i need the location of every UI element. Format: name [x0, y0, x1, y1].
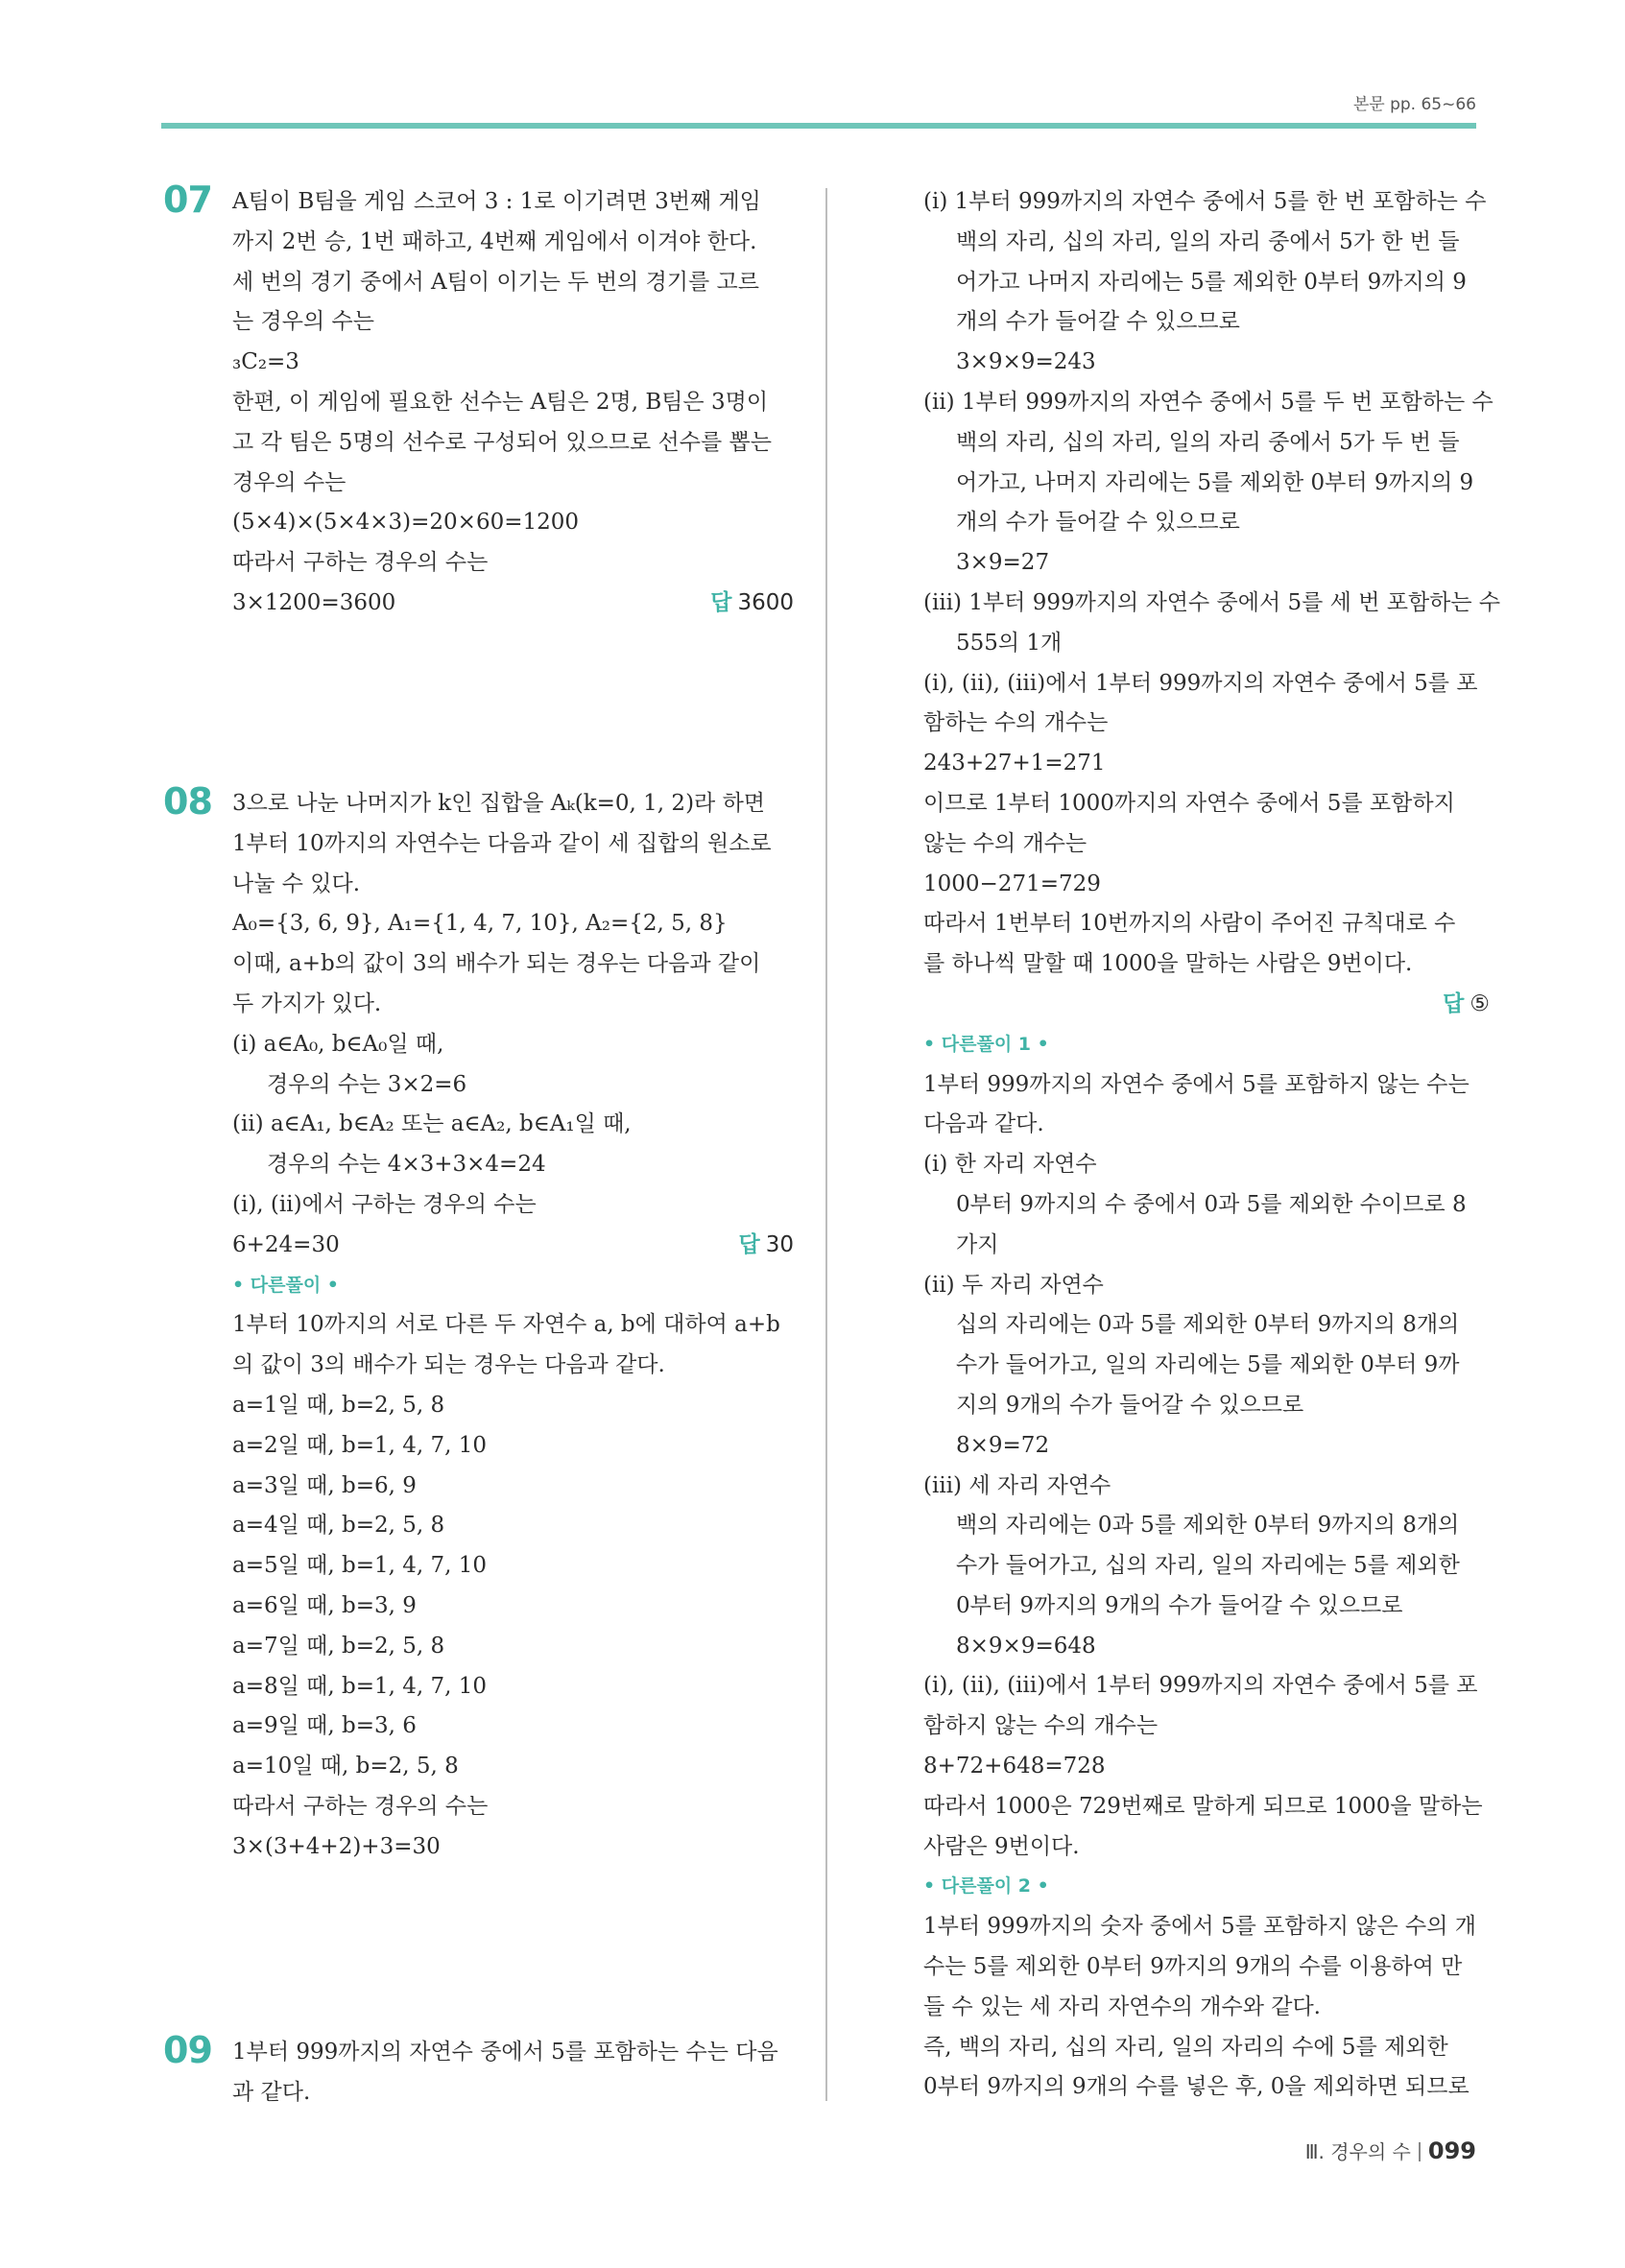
column-divider — [825, 188, 827, 2101]
final-expression: 6+24=30 — [232, 1231, 340, 1257]
text-line: 3으로 나눈 나머지가 k인 집합을 Aₖ(k=0, 1, 2)라 하면 — [232, 791, 766, 816]
answer-value: ⑤ — [1470, 991, 1490, 1016]
problem-number-08: 08 — [163, 780, 212, 823]
text-line: 3×9×9=243 — [956, 349, 1096, 375]
text-line: (ⅰ) 1부터 999까지의 자연수 중에서 5를 한 번 포함하는 수 — [923, 189, 1487, 214]
text-line: 3×9=27 — [956, 550, 1050, 576]
page-footer — [1305, 2137, 1476, 2164]
text-line: a=4일 때, b=2, 5, 8 — [232, 1513, 445, 1539]
text-line: (ⅱ) a∈A₁, b∈A₂ 또는 a∈A₂, b∈A₁일 때, — [232, 1111, 632, 1137]
page-number: 099 — [1427, 2137, 1476, 2164]
text-line: a=2일 때, b=1, 4, 7, 10 — [232, 1432, 488, 1458]
text-line: 즉, 백의 자리, 십의 자리, 일의 자리의 수에 5를 제외한 — [923, 2034, 1448, 2060]
text-line: 이때, a+b의 값이 3의 배수가 되는 경우는 다음과 같이 — [232, 951, 761, 977]
text-line: A₀={3, 6, 9}, A₁={1, 4, 7, 10}, A₂={2, 5, 8} — [232, 911, 728, 937]
text-line: 3×(3+4+2)+3=30 — [232, 1833, 441, 1859]
answer-line — [923, 985, 1490, 1025]
text-line: 8+72+648=728 — [923, 1754, 1106, 1779]
text-line: (ⅱ) 두 자리 자연수 — [923, 1272, 1104, 1298]
problem-09-intro — [232, 2033, 794, 2113]
text-line: 1부터 999까지의 자연수 중에서 5를 포함하지 않는 수는 — [923, 1071, 1470, 1097]
text-line: 나눌 수 있다. — [232, 871, 361, 896]
text-line: 지의 9개의 수가 들어갈 수 있으므로 — [956, 1392, 1304, 1418]
text-line — [232, 584, 794, 624]
text-line: 1부터 10까지의 서로 다른 두 자연수 a, b에 대하여 a+b — [232, 1312, 780, 1338]
text-line: 의 값이 3의 배수가 되는 경우는 다음과 같다. — [232, 1352, 665, 1378]
text-line: 함하지 않는 수의 개수는 — [923, 1713, 1159, 1739]
text-line: (ⅲ) 1부터 999까지의 자연수 중에서 5를 세 번 포함하는 수 — [923, 589, 1501, 615]
text-line: 않는 수의 개수는 — [923, 830, 1087, 856]
problem-number-07: 07 — [163, 179, 212, 221]
text-line: (ⅰ), (ⅱ), (ⅲ)에서 1부터 999까지의 자연수 중에서 5를 포 — [923, 670, 1478, 696]
text-line: 1부터 999까지의 숫자 중에서 5를 포함하지 않은 수의 개 — [923, 1914, 1477, 1940]
text-line: a=8일 때, b=1, 4, 7, 10 — [232, 1673, 488, 1699]
alt-solution-2-heading: • 다른풀이 2 • — [923, 1875, 1049, 1898]
text-line: a=6일 때, b=3, 9 — [232, 1592, 417, 1618]
text-line: (ⅰ) a∈A₀, b∈A₀일 때, — [232, 1031, 444, 1057]
answer — [739, 1226, 795, 1266]
text-line: (ⅰ), (ⅱ)에서 구하는 경우의 수는 — [232, 1191, 537, 1217]
footer-separator — [1419, 2142, 1421, 2161]
text-line: 함하는 수의 개수는 — [923, 710, 1109, 736]
text-line: 1000−271=729 — [923, 871, 1101, 896]
text-line: 어가고, 나머지 자리에는 5를 제외한 0부터 9까지의 9 — [956, 469, 1474, 495]
problem-08-solution — [232, 784, 794, 1868]
text-line: 는 경우의 수는 — [232, 309, 374, 335]
text-line: a=1일 때, b=2, 5, 8 — [232, 1392, 445, 1418]
text-line: a=3일 때, b=6, 9 — [232, 1472, 417, 1498]
text-line: 0부터 9까지의 9개의 수가 들어갈 수 있으므로 — [956, 1592, 1403, 1618]
text-line: 따라서 1번부터 10번까지의 사람이 주어진 규칙대로 수 — [923, 911, 1456, 937]
final-expression: 3×1200=3600 — [232, 589, 396, 615]
text-line: ₃C₂=3 — [232, 349, 299, 375]
text-line: 까지 2번 승, 1번 패하고, 4번째 게임에서 이겨야 한다. — [232, 228, 757, 254]
text-line: 8×9=72 — [956, 1432, 1050, 1458]
text-line: a=7일 때, b=2, 5, 8 — [232, 1633, 445, 1659]
text-line: 243+27+1=271 — [923, 751, 1106, 776]
text-line: 0부터 9까지의 9개의 수를 넣은 후, 0을 제외하면 되므로 — [923, 2074, 1470, 2100]
text-line: 를 하나씩 말할 때 1000을 말하는 사람은 9번이다. — [923, 951, 1413, 977]
answer-value: 30 — [765, 1231, 794, 1257]
answer — [710, 584, 794, 624]
text-line: A팀이 B팀을 게임 스코어 3 : 1로 이기려면 3번째 게임 — [232, 189, 761, 214]
text-line: 이므로 1부터 1000까지의 자연수 중에서 5를 포함하지 — [923, 790, 1455, 816]
text-line: 두 가지가 있다. — [232, 991, 382, 1016]
text-line: (ⅰ), (ⅱ), (ⅲ)에서 1부터 999까지의 자연수 중에서 5를 포 — [923, 1673, 1478, 1699]
text-line: 경우의 수는 3×2=6 — [267, 1071, 467, 1097]
header-rule — [161, 123, 1476, 129]
text-line: 과 같다. — [232, 2079, 311, 2105]
page-reference: 본문 pp. 65~66 — [1352, 95, 1476, 114]
text-line: 고 각 팀은 5명의 선수로 구성되어 있으므로 선수를 뽑는 — [232, 429, 772, 455]
text-line: 경우의 수는 4×3+3×4=24 — [267, 1152, 546, 1178]
text-line: (ⅱ) 1부터 999까지의 자연수 중에서 5를 두 번 포함하는 수 — [923, 389, 1494, 415]
problem-09-solution — [923, 182, 1501, 2108]
text-line: 경우의 수는 — [232, 469, 347, 495]
answer-label: 답 — [710, 589, 732, 615]
answer-label: 답 — [738, 1231, 760, 1257]
text-line: 1부터 999까지의 자연수 중에서 5를 포함하는 수는 다음 — [232, 2040, 778, 2065]
text-line: 따라서 구하는 경우의 수는 — [232, 550, 489, 576]
text-line: a=10일 때, b=2, 5, 8 — [232, 1754, 459, 1779]
text-line: 따라서 구하는 경우의 수는 — [232, 1793, 489, 1819]
text-line: 십의 자리에는 0과 5를 제외한 0부터 9까지의 8개의 — [956, 1312, 1460, 1338]
problem-number-09: 09 — [163, 2029, 212, 2071]
text-line: 1부터 10까지의 자연수는 다음과 같이 세 집합의 원소로 — [232, 830, 772, 856]
problem-07-solution — [232, 182, 794, 624]
text-line: 개의 수가 들어갈 수 있으므로 — [956, 510, 1240, 536]
text-line: 백의 자리, 십의 자리, 일의 자리 중에서 5가 두 번 들 — [956, 429, 1460, 455]
text-line: 수는 5를 제외한 0부터 9까지의 9개의 수를 이용하여 만 — [923, 1954, 1463, 1980]
answer-value: 3600 — [737, 589, 794, 615]
answer-label: 답 — [1443, 991, 1465, 1016]
text-line: a=9일 때, b=3, 6 — [232, 1713, 417, 1739]
text-line: 다음과 같다. — [923, 1111, 1044, 1137]
text-line: 세 번의 경기 중에서 A팀이 이기는 두 번의 경기를 고르 — [232, 269, 759, 295]
text-line: 따라서 1000은 729번째로 말하게 되므로 1000을 말하는 — [923, 1793, 1483, 1819]
alt-solution-1-heading: • 다른풀이 1 • — [923, 1033, 1049, 1055]
text-line: 555의 1개 — [956, 630, 1063, 656]
text-line: 개의 수가 들어갈 수 있으므로 — [956, 309, 1240, 335]
text-line: 백의 자리, 십의 자리, 일의 자리 중에서 5가 한 번 들 — [956, 228, 1460, 254]
text-line: 수가 들어가고, 십의 자리, 일의 자리에는 5를 제외한 — [956, 1553, 1460, 1579]
text-line: 가지 — [956, 1231, 999, 1257]
text-line: 수가 들어가고, 일의 자리에는 5를 제외한 0부터 9까 — [956, 1352, 1460, 1378]
answer — [1443, 985, 1490, 1025]
text-line — [232, 1226, 794, 1266]
text-line: (ⅲ) 세 자리 자연수 — [923, 1472, 1111, 1498]
text-line: 사람은 9번이다. — [923, 1833, 1080, 1859]
text-line: (5×4)×(5×4×3)=20×60=1200 — [232, 510, 580, 536]
text-line: 들 수 있는 세 자리 자연수의 개수와 같다. — [923, 1993, 1321, 2019]
text-line: 0부터 9까지의 수 중에서 0과 5를 제외한 수이므로 8 — [956, 1191, 1467, 1217]
text-line: 백의 자리에는 0과 5를 제외한 0부터 9까지의 8개의 — [956, 1513, 1460, 1539]
text-line: a=5일 때, b=1, 4, 7, 10 — [232, 1553, 488, 1579]
text-line: 8×9×9=648 — [956, 1633, 1096, 1659]
chapter-label: Ⅲ. 경우의 수 — [1304, 2140, 1411, 2163]
text-line: (ⅰ) 한 자리 자연수 — [923, 1152, 1097, 1178]
alt-solution-heading: • 다른풀이 • — [232, 1274, 339, 1296]
text-line: 한편, 이 게임에 필요한 선수는 A팀은 2명, B팀은 3명이 — [232, 389, 769, 415]
text-line: 어가고 나머지 자리에는 5를 제외한 0부터 9까지의 9 — [956, 269, 1467, 295]
